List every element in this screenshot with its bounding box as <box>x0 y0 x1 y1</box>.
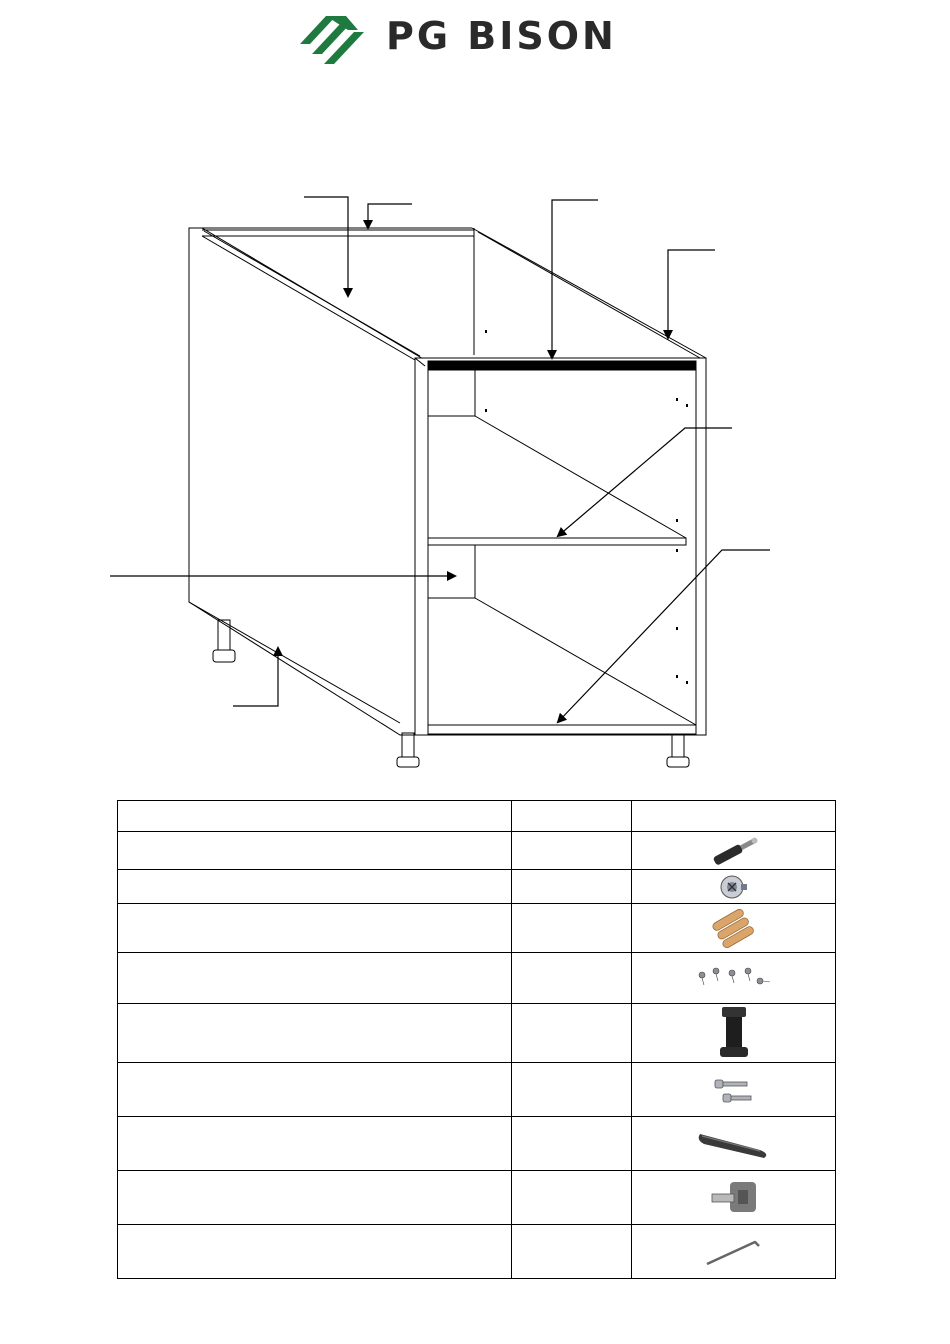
pg-bison-logo-mark-icon <box>296 8 376 68</box>
brand-logo <box>296 8 666 68</box>
part-quantity <box>512 1004 632 1063</box>
cabinet-assembly-diagram <box>0 180 950 780</box>
table-row <box>118 904 836 953</box>
part-description <box>118 870 512 904</box>
part-image <box>632 1063 836 1117</box>
part-image <box>632 1225 836 1279</box>
part-quantity <box>512 1171 632 1225</box>
part-quantity <box>512 832 632 870</box>
screws-icon <box>694 963 774 993</box>
table-row <box>118 1063 836 1117</box>
allen-key-icon <box>699 1232 769 1272</box>
part-quantity <box>512 904 632 953</box>
table-header-row <box>118 801 836 832</box>
cam-lock-icon <box>717 872 751 902</box>
connector-bolt-icon <box>704 834 764 868</box>
part-image <box>632 1117 836 1171</box>
part-quantity <box>512 1117 632 1171</box>
part-description <box>118 1171 512 1225</box>
part-image <box>632 953 836 1004</box>
part-description <box>118 904 512 953</box>
table-row <box>118 1117 836 1171</box>
table-row <box>118 1225 836 1279</box>
part-quantity <box>512 953 632 1004</box>
part-image <box>632 904 836 953</box>
header-description <box>118 801 512 832</box>
table-row <box>118 870 836 904</box>
table-row <box>118 1004 836 1063</box>
part-quantity <box>512 1225 632 1279</box>
wooden-dowels-icon <box>704 908 764 948</box>
part-description <box>118 1004 512 1063</box>
part-image <box>632 870 836 904</box>
part-description <box>118 1063 512 1117</box>
plinth-clip-rail-icon <box>694 1124 774 1164</box>
part-description <box>118 832 512 870</box>
part-image <box>632 1004 836 1063</box>
header-quantity <box>512 801 632 832</box>
table-row <box>118 832 836 870</box>
part-quantity <box>512 870 632 904</box>
part-image <box>632 1171 836 1225</box>
header-image <box>632 801 836 832</box>
leg-bracket-icon <box>704 1176 764 1220</box>
part-description <box>118 953 512 1004</box>
adjustable-leg-icon <box>714 1005 754 1061</box>
table-row <box>118 953 836 1004</box>
part-description <box>118 1225 512 1279</box>
table-row <box>118 1171 836 1225</box>
parts-list-table <box>117 800 836 1279</box>
part-image <box>632 832 836 870</box>
part-quantity <box>512 1063 632 1117</box>
brand-name: PG BISON <box>386 14 617 58</box>
cabinet-body <box>189 228 706 767</box>
part-description <box>118 1117 512 1171</box>
bolts-icon <box>709 1070 759 1110</box>
